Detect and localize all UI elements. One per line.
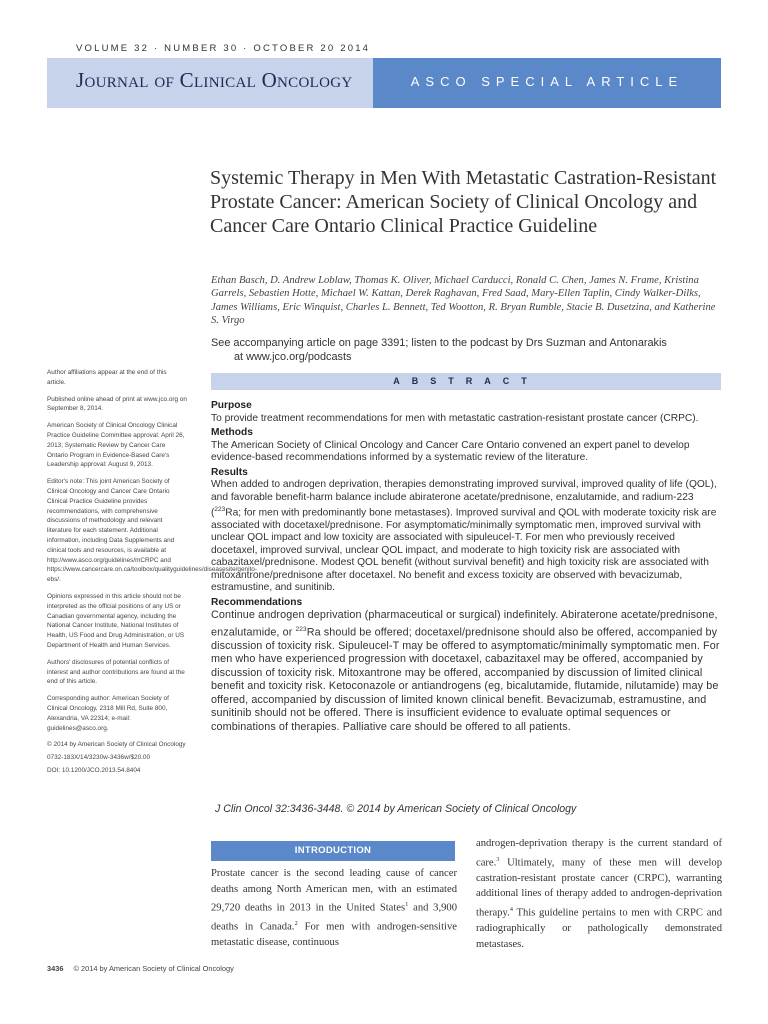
citation: J Clin Oncol 32:3436-3448. © 2014 by American Society of Clinical Oncology: [215, 803, 577, 815]
journal-name: Journal of Clinical Oncology: [76, 68, 353, 92]
sidebar-note: © 2014 by American Society of Clinical Oncology: [47, 741, 186, 749]
results-text: When added to androgen deprivation, therapies demonstrating improved survival, improved quality of life (QOL), and favorable benefit-harm balance include abiraterone acetate/prednisone, enzalutamide, and radium-223 ($^{223}$Ra; for men with predominantly bone metastases). Improved survival and QOL with moderate toxicity risk are associated with docetaxel/prednisone. For asymptomatic/minimally symptomatic men, improved survival with unclear QOL impact and low toxicity are associated with sipuleucel-T. For men who previously received docetaxel, improved survival, unclear QOL impact, and moderate to high toxicity risk are associated with cabazitaxel/prednisone. Modest QOL benefit (without survival benefit) and high toxicity risk are associated with mitoxantrone/prednisone after docetaxel. No benefit and excess toxicity are observed with bevacizumab, estramustine, and sunitinib.: [211, 479, 717, 594]
see-accompanying-line-1: See accompanying article on page 3391; listen to the podcast by Drs Suzman and Antonarakis: [211, 337, 667, 349]
methods-heading: Methods: [211, 427, 253, 438]
purpose-heading: Purpose: [211, 400, 252, 411]
sidebar-note: American Society of Clinical Oncology Clinical Practice Guideline Committee approval: April 26, 2013; Systematic Review by Cancer Care Ontario Program in Evidence-Based Care's Leadership approval: August 9, 2013.: [47, 422, 185, 469]
section-label: ASCO SPECIAL ARTICLE: [410, 74, 684, 89]
sidebar-note: Corresponding author: American Society of Clinical Oncology, 2318 Mill Rd, Suite 800, Alexandria, VA 22314; e-mail: guidelines@asco.org.: [47, 695, 169, 732]
podcast-link[interactable]: at www.jco.org/podcasts: [234, 351, 352, 363]
recommendations-heading: Recommendations: [211, 596, 303, 608]
recommendations-text: Continue androgen deprivation (pharmaceutical or surgical) indefinitely. Abiraterone acetate/prednisone, enzalutamide, or $^{223}$Ra should be offered; docetaxel/prednisone should also be offered, accompanied by discussion of toxicity risk. Sipuleucel-T may be offered to asymptomatic/minimally symptomatic men. For men who have experienced progression with docetaxel, cabazitaxel may be offered, accompanied by discussion of toxicity risk. Mitoxantrone may be offered, accompanied by discussion of limited clinical benefit and toxicity risk. Ketoconazole or antiandrogens (eg, bicalutamide, flutamide, nilutamide) may be offered, accompanied by discussion of limited known clinical benefit. Bevacizumab, estramustine, and sunitinib should not be offered. There is insufficient evidence to evaluate optimal sequences or combinations of therapies. Palliative care should be offered to all patients.: [211, 609, 720, 733]
footer-copyright: © 2014 by American Society of Clinical Oncology: [73, 964, 234, 973]
sidebar-note: Opinions expressed in this article should not be interpreted as the official positions of any US or Canadian governmental agency, including the National Cancer Institute, National Institutes of Health, US Food and Drug Administration, or US Department of Health and Human Services.: [47, 592, 185, 649]
abstract-heading: ABSTRACT: [211, 373, 721, 390]
see-accompanying-note: [211, 336, 731, 364]
introduction-heading: INTRODUCTION: [211, 841, 455, 861]
methods-text: The American Society of Clinical Oncology and Cancer Care Ontario convened an expert panel to develop evidence-based recommendations informed by a systematic review of the literature.: [211, 439, 690, 463]
sidebar-note: Editor's note: This joint American Society of Clinical Oncology and Cancer Care Ontario Clinical Practice Guideline provides recommendations, with comprehensive discussions of methodology and relevant literature for each statement. Additional information, including Data Supplements and clinical tools and resources, is available at http://www.asco.org/guidelines/mCRPC and https://www.cancercare.on.ca/toolbox/qualityguidelines/diseasesite/genito-ebs/.: [47, 478, 257, 584]
page-footer: [47, 964, 234, 973]
results-heading: Results: [211, 466, 248, 478]
purpose-text: To provide treatment recommendations for men with metastatic castration-resistant prostate cancer (CRPC).: [211, 412, 699, 424]
body-column-left: Prostate cancer is the second leading cause of cancer deaths among North American men, with an estimated 29,720 deaths in 2013 in the United States$^1$ and 3,900 deaths in Canada.$^2$ For men with androgen-sensitive metastatic disease, continuous: [211, 868, 458, 949]
abstract-body: [211, 400, 723, 736]
sidebar-note: Authors' disclosures of potential conflicts of interest and author contributions are found at the end of this article.: [47, 658, 185, 686]
body-column-right: androgen-deprivation therapy is the current standard of care.$^3$ Ultimately, many of these men will develop castration-resistant prostate cancer (CRPC), warranting additional lines of therapy added to androgen-deprivation therapy.$^4$ This guideline pertains to men with CRPC and radiographically or pathologically demonstrated metastases.: [476, 838, 722, 950]
article-title: Systemic Therapy in Men With Metastatic Castration-Resistant Prostate Cancer: American Society of Clinical Oncology and Cancer Care Ontario Clinical Practice Guideline: [210, 167, 717, 237]
sidebar-note: DOI: 10.1200/JCO.2013.54.8404: [47, 766, 141, 774]
page-number: 3436: [47, 964, 64, 973]
author-list: Ethan Basch, D. Andrew Loblaw, Thomas K. Oliver, Michael Carducci, Ronald C. Chen, James N. Frame, Kristina Garrels, Sebastien Hotte, Michael W. Kattan, Derek Raghavan, Fred Saad, Mary-Ellen Taplin, Cindy Walker-Dilks, James Williams, Eric Winquist, Charles L. Bennett, Ted Wootton, R. Bryan Rumble, Stacie B. Dusetzina, and Katherine S. Virgo: [211, 275, 716, 327]
volume-line: VOLUME 32 · NUMBER 30 · OCTOBER 20 2014: [76, 43, 371, 54]
sidebar-note: Published online ahead of print at www.jco.org on September 8, 2014.: [47, 395, 187, 413]
sidebar-note: 0732-183X/14/3230w-3436w/$20.00: [47, 754, 151, 762]
sidebar-note: Author affiliations appear at the end of this article.: [47, 369, 167, 386]
